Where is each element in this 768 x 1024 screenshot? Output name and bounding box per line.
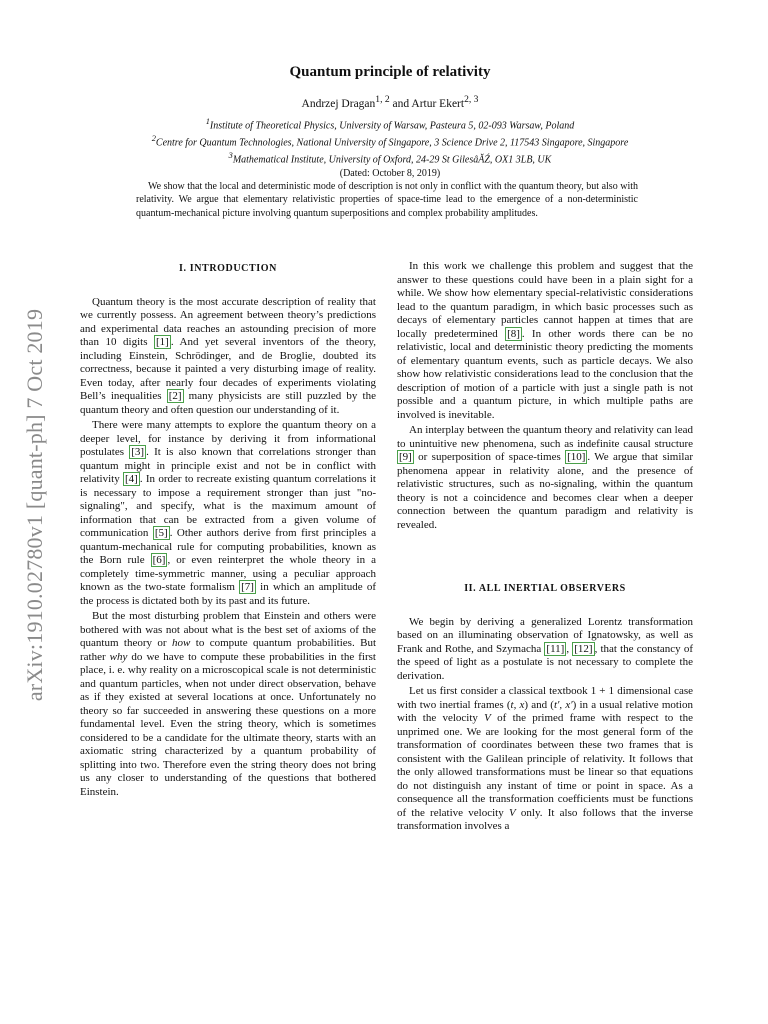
affiliation-line — [80, 132, 700, 149]
section-heading-inertial-observers: II. ALL INERTIAL OBSERVERS — [464, 583, 626, 594]
citation-link[interactable]: [10] — [567, 451, 586, 463]
affiliation-line — [80, 115, 700, 132]
affiliation-marks: 1, 2 — [375, 94, 390, 105]
affiliation-mark: 2 — [151, 134, 156, 144]
affiliation-text: Institute of Theoretical Physics, University of Warsaw, Pasteura 5, 02-093 Warsaw, Poland — [209, 120, 575, 132]
paragraph: Let us first consider a classical textbook 1 + 1 dimensional case with two inertial frames (t, x) and (t′, x′) in a usual relative motion with the velocity V of the primed frame with respect to the unprimed one. We are looking for the most general form of the transformation of coordinates between these two frames that is consistent with the Galilean principle of relativity. It follows that the only allowed transformations must be linear so that equations do not distinguish any instant of time or point in space. As a consequence all the transformation coefficients must be functions of the relative velocity V only. It also follows that the inverse transformation involves a — [397, 685, 694, 832]
affiliation-mark: 1 — [205, 116, 210, 126]
paragraph: But the most disturbing problem that Einstein and others were bothered with was not about what is the best set of axioms of the quantum theory or how to compute quantum probabilities. But rather why do we have to compute these probabilities in the first place, i. e. why reality on a microscopical scale is not deterministic and quantum particles, when not under direct observation, behave as if they existed at several locations at once. Unfortunately no theory so far succeeded in answering these questions on a more fundamental level. Even the string theory, which is sometimes considered to be a candidate for the ultimate theory, starts with an axiomatic string characterized by a quantum probability of splitting into two. Therefore even the string theory does not bring us any closer to understanding of the questions that bothered Einstein. — [80, 610, 376, 798]
author-name: Andrzej Dragan — [301, 97, 376, 110]
citation-link[interactable]: [6] — [152, 554, 166, 566]
citation-link[interactable]: [1] — [156, 336, 169, 348]
affiliation-marks: 2, 3 — [464, 94, 479, 105]
citation-link[interactable]: [5] — [154, 527, 168, 539]
right-column — [397, 260, 693, 834]
author-line — [80, 94, 700, 110]
arxiv-identifier-text: arXiv:1910.02780v1 [quant-ph] 7 Oct 2019 — [22, 308, 48, 702]
paragraph: Quantum theory is the most accurate description of reality that we currently possess. An agreement between theory’s predictions and experimental data reaches an astounding precision of more than 10 digits [1] . And yet several inventors of the theory, including Einstein, Schrödinger, and de Broglie, doubted its correctness, because it painted a very disturbing image of reality. Even today, after nearly four decades of experiments violating Bell’s inequalities [2] many physicists are still puzzled by the quantum theory and often question our understanding of it. — [80, 295, 376, 416]
arxiv-identifier-stamp — [20, 270, 50, 740]
citation-link[interactable]: [2] — [168, 390, 182, 402]
paper-header — [80, 64, 700, 180]
paragraph: We begin by deriving a generalized Lorentz transformation based on an illuminating observation of Ignatowsky, as well as Frank and Rothe, and Szymacha [11] , [12] , that the constancy of the speed of light as a postulate is not necessary to complete the derivation. — [397, 615, 693, 682]
affiliation-text: Centre for Quantum Technologies, National University of Singapore, 3 Science Drive 2, 117543 Singapore, Singapore — [155, 137, 629, 149]
left-column — [80, 260, 376, 799]
author-conjunction: and — [392, 97, 410, 110]
affiliation-line — [80, 149, 700, 166]
paper-title: Quantum principle of relativity — [289, 64, 491, 80]
citation-link[interactable]: [4] — [125, 473, 138, 485]
citation-link[interactable]: [8] — [507, 327, 520, 340]
paragraph: There were many attempts to explore the quantum theory on a deeper level, for instance by deriving it from informational postulates [3] . It is also known that correlations stronger than quantum might in principle exist and not be in conflict with relativity [4] . In order to recreate existing quantum correlations it is necessary to impose a requirement stronger than just "no-signaling", and specify, what is the maximum amount of information that can be extracted from a given volume of communication [5] . Other authors derive from first principles a quantum-mechanical rule for computing probabilities, known as the Born rule [6] , or even reinterpret the whole theory in a completely time-symmetric manner, using a peculiar approach known as the two-state formalism [7] in which an amplitude of the process is dictated both by its past and its future. — [80, 419, 377, 607]
paragraph: In this work we challenge this problem and suggest that the answer to these questions could have been in a plain sight for a while. We show how elementary special-relativistic considerations lead to the quantum paradigm, in which basic processes such as decays of elementary particles cannot happen at times that are locally predetermined [8] . In other words there can be no relativistic, local and deterministic theory predicting the moments of elementary quantum events, such as particle decays. We also show how relativistic considerations lead to the conclusion that the description of motion of a particle with just a single path is not possible and a quantum picture, in which multiple paths are involved is inevitable. — [397, 260, 693, 421]
abstract: We show that the local and deterministic mode of description is not only in conflict with the quantum theory, but also with relativity. We argue that elementary relativistic properties of space-time lead to the emergence of a non-deterministic quantum-mechanical picture involving quantum superpositions and complex probability amplitudes. — [136, 181, 638, 219]
dated-line: (Dated: October 8, 2019) — [339, 167, 441, 179]
citation-link[interactable]: [3] — [131, 446, 145, 458]
affiliation-mark: 3 — [228, 151, 233, 161]
affiliation-text: Mathematical Institute, University of Oxford, 24-29 St GilesâĂŹ, OX1 3LB, UK — [232, 154, 552, 166]
citation-link[interactable]: [7] — [241, 581, 254, 593]
citation-link[interactable]: [11] — [546, 642, 565, 655]
author-name: Artur Ekert — [411, 97, 465, 110]
citation-link[interactable]: [12] — [574, 642, 593, 655]
paragraph: An interplay between the quantum theory and relativity can lead to unintuitive new phenomena, such as indefinite causal structure [9] or superposition of space-times [10] . We argue that similar phenomena appear in relativity alone, and the presence of relativistic structures, such as no-signaling, within the quantum theory is not a coincidence and becomes clear when a deeper connection between the quantum paradigm and relativity is revealed. — [397, 424, 693, 531]
citation-link[interactable]: [9] — [399, 451, 412, 463]
section-heading-introduction: I. INTRODUCTION — [179, 263, 277, 274]
